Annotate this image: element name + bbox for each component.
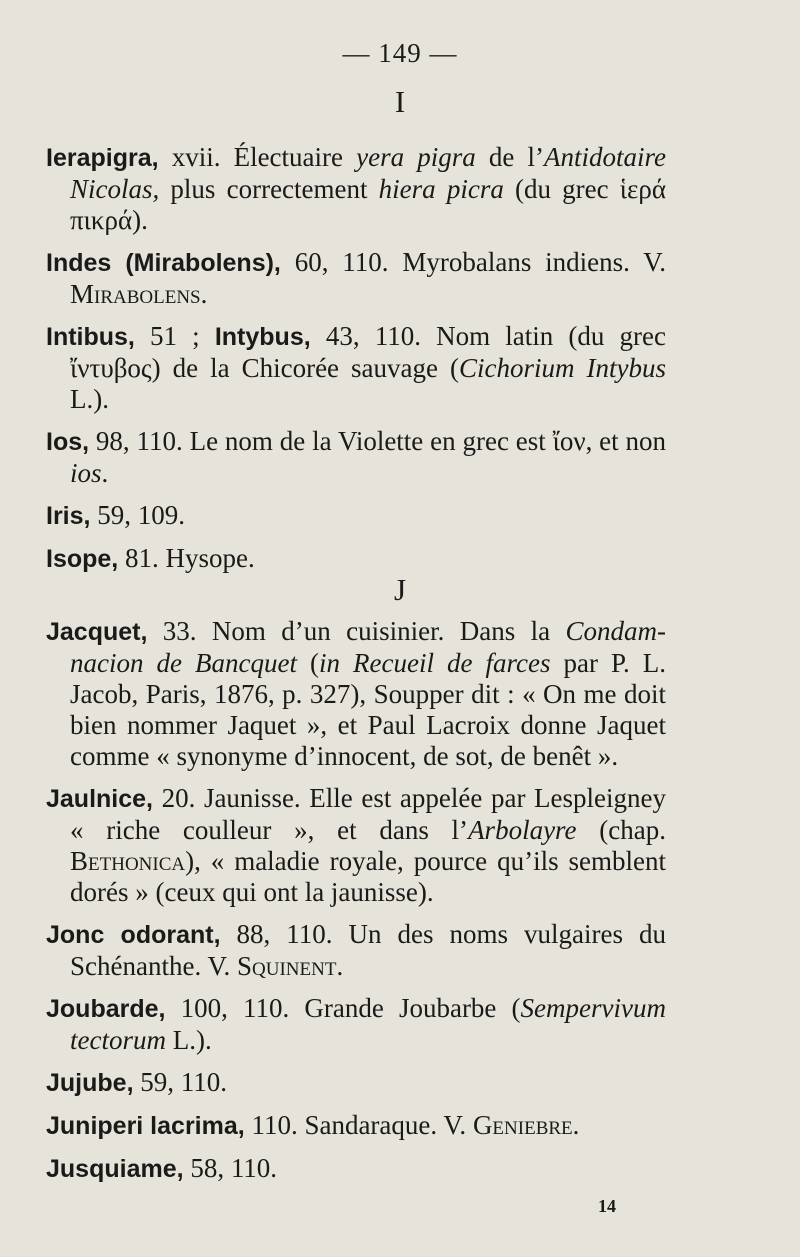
entry-italic-text: Cichorium Intybus [459,353,666,383]
cross-reference: Bethonica [70,846,186,876]
entry-headword: Jaulnice, [46,785,153,813]
entry-text: 58, 110. [183,1153,278,1183]
entry-text: de l’ [475,142,545,172]
entry-text: (du grec ἱερά πικρά). [70,174,666,235]
entries-j [46,616,666,1196]
entry-text: ), « maladie royale, pource qu’ils semblent dorés » (ceux qui ont la jaunisse). [70,846,666,907]
dictionary-entry [46,426,666,489]
dictionary-entry [46,616,666,772]
entry-headword: Intibus, [46,323,135,351]
dictionary-entry [46,1110,666,1142]
entry-headword: Jujube, [46,1069,134,1097]
entry-text: 59, 109. [90,500,185,530]
entry-text: . [101,458,109,488]
dictionary-entry [46,993,666,1056]
dictionary-entry [46,247,666,310]
dictionary-entry [46,783,666,908]
entry-italic-text: hiera picra [378,174,504,204]
entry-text: 88, 110. Un des noms vulgaires du Schénanthe. V. [70,919,666,981]
entry-text: 110. Sandaraque. V. [244,1110,473,1140]
entry-italic-text: yera pigra [356,142,476,172]
entry-text: 51 ; [134,321,215,351]
page-number: — 149 — [342,38,458,68]
entry-headword: Iris, [46,502,91,530]
entry-text: 81. Hysope. [118,543,255,573]
entry-headword: Intybus, [214,323,311,351]
entry-text: 33. Nom d’un cuisinier. Dans la [147,616,566,646]
entry-headword: Joubarde, [46,995,166,1023]
entry-headword: Isope, [46,545,119,573]
entry-text: 43, 110. Nom latin (du grec ἴντυβος) de la Chicorée sauvage ( [70,321,666,383]
entry-text: par P. L. Jacob, Paris, 1876, p. 327), Soupper dit : « On me doit bien nommer Jaquet », et Paul Lacroix donne Jaquet comme « synonyme d’innocent, de sot, de benêt ». [70,648,666,771]
dictionary-entry [46,500,666,532]
signature-mark: 14 [598,1196,616,1216]
entry-headword: Jonc odorant, [46,921,221,949]
entry-italic-text: ios [70,458,102,488]
entry-text: 20. Jaunisse. Elle est appelée par Lespleigney « riche coulleur », et dans l’ [70,783,666,845]
dictionary-entry [46,142,666,236]
entry-text: plus correctement [159,174,379,204]
cross-reference: Mirabolens [70,279,201,309]
entry-italic-text: Sempervivum tectorum [70,993,666,1055]
entry-text: . [200,279,208,309]
entry-text: 100, 110. Grande Joubarbe ( [165,993,521,1023]
entry-headword: Jusquiame, [46,1155,184,1183]
entry-headword: Juniperi lacrima, [46,1112,245,1140]
cross-reference: Geniebre [472,1110,573,1140]
entry-text: (chap. [576,815,666,845]
entry-text: . [336,951,344,981]
entries-i [46,142,666,586]
entry-text: 60, 110. Myrobalans indiens. V. [280,247,667,277]
entry-text: . [572,1110,580,1140]
dictionary-entry [46,1153,666,1185]
dictionary-entry [46,543,666,575]
entry-headword: Ierapigra, [46,144,159,172]
section-letter-i: I [394,84,406,119]
entry-headword: Indes (Mirabolens), [46,249,281,277]
entry-text: ( [296,648,319,678]
entry-italic-text: Arbolayre [468,815,577,845]
entry-headword: Jacquet, [46,618,148,646]
entry-text: 59, 110. [133,1067,228,1097]
cross-reference: Squinent [236,951,337,981]
dictionary-entry [46,1067,666,1099]
entry-text: xvii. Électuaire [158,142,357,172]
section-letter-j: J [393,572,407,607]
entry-italic-text: Antidotaire Nicolas, [70,142,667,204]
entry-text: L.). [165,1025,212,1055]
entry-italic-text: in Recueil de farces [318,648,551,678]
entry-italic-text: Condamnacion de Bancquet [70,616,666,678]
dictionary-entry [46,919,666,982]
entry-headword: Ios, [46,428,90,456]
entry-text: 98, 110. Le nom de la Violette en grec est ἴον, et non [89,426,666,456]
dictionary-entry [46,321,666,415]
entry-text: L.). [70,384,109,414]
